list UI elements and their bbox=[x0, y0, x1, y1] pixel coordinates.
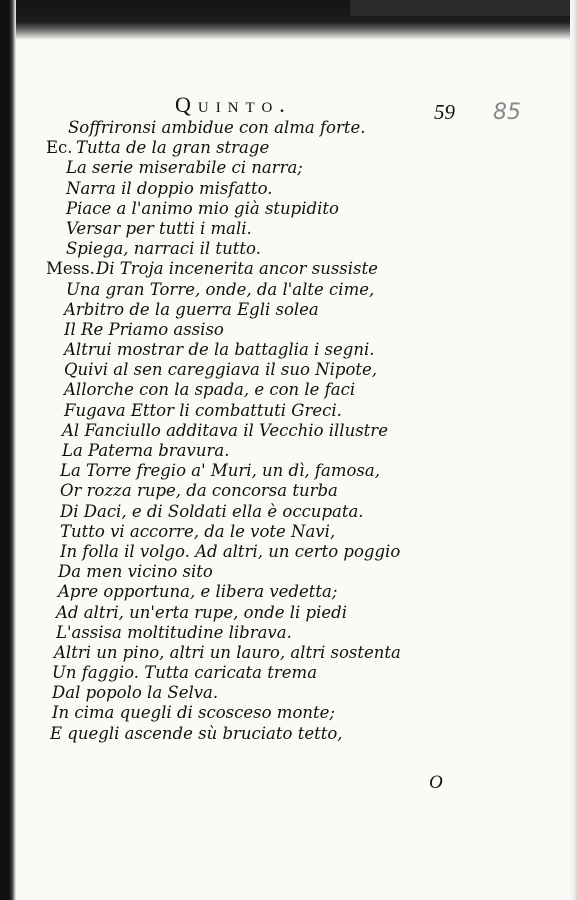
verse-text: Tutta de la gran strage bbox=[76, 138, 270, 158]
verse-text: Narra il doppio misfatto. bbox=[66, 178, 273, 198]
verse-line bbox=[0, 340, 560, 360]
verse-line bbox=[0, 683, 560, 703]
verse-text: Soffrironsi ambidue con alma forte. bbox=[68, 118, 366, 137]
verse-line bbox=[0, 401, 560, 421]
speaker-label: Ec. bbox=[46, 138, 73, 158]
verse-text: Di Daci, e di Soldati ella è occupata. bbox=[60, 501, 364, 521]
verse-line bbox=[0, 441, 560, 461]
verse-line bbox=[0, 542, 560, 562]
verse-line bbox=[0, 360, 560, 380]
verse-line bbox=[0, 380, 560, 400]
verse-text: La Paterna bravura. bbox=[62, 441, 230, 460]
verse-line bbox=[0, 179, 560, 199]
verse-text: E quegli ascende sù bruciato tetto, bbox=[50, 723, 343, 743]
verse-text: Di Troja incenerita ancor sussiste bbox=[96, 259, 378, 279]
verse-text: In folla il volgo. Ad altri, un certo poggio bbox=[60, 541, 401, 561]
verse-line bbox=[0, 421, 560, 441]
verse-text: Tutto vi accorre, da le vote Navi, bbox=[60, 521, 336, 541]
verse-line bbox=[0, 219, 560, 239]
verse-text: Or rozza rupe, da concorsa turba bbox=[60, 481, 338, 501]
verse-line bbox=[0, 118, 560, 138]
verse-line bbox=[0, 603, 560, 623]
running-header: Quinto. bbox=[175, 92, 292, 117]
verse-block bbox=[0, 118, 560, 744]
catchword: O bbox=[429, 772, 443, 793]
verse-line bbox=[0, 138, 560, 158]
verse-line bbox=[0, 461, 560, 481]
verse-text: La serie miserabile ci narra; bbox=[66, 158, 303, 178]
page-right-edge bbox=[570, 0, 578, 900]
verse-line bbox=[0, 663, 560, 683]
verse-text: Apre opportuna, e libera vedetta; bbox=[58, 582, 338, 602]
verse-text: Piace a l'animo mio già stupidito bbox=[66, 198, 339, 218]
verse-text: Allorche con la spada, e con le faci bbox=[64, 380, 356, 400]
verse-line bbox=[0, 582, 560, 602]
verse-text: Da men vicino sito bbox=[58, 562, 213, 582]
verse-line bbox=[0, 239, 560, 259]
page-number: 59 bbox=[434, 100, 455, 124]
pencil-page-mark: 85 bbox=[493, 100, 521, 125]
verse-text: Altrui mostrar de la battaglia i segni. bbox=[64, 340, 375, 360]
verse-text: Quivi al sen careggiava il suo Nipote, bbox=[64, 360, 378, 380]
verse-text: Al Fanciullo additava il Vecchio illustre bbox=[62, 420, 388, 440]
verse-line bbox=[0, 502, 560, 522]
verse-line bbox=[0, 280, 560, 300]
verse-line bbox=[0, 562, 560, 582]
verse-line bbox=[0, 724, 560, 744]
verse-text: La Torre fregio a' Muri, un dì, famosa, bbox=[60, 461, 380, 481]
verse-text: Versar per tutti i mali. bbox=[66, 218, 252, 238]
verse-text: Dal popolo la Selva. bbox=[52, 683, 219, 703]
facing-page-edge bbox=[350, 0, 578, 16]
verse-text: Una gran Torre, onde, da l'alte cime, bbox=[66, 279, 375, 299]
verse-line bbox=[0, 320, 560, 340]
verse-line bbox=[0, 481, 560, 501]
verse-text: Altri un pino, altri un lauro, altri sostenta bbox=[54, 642, 401, 662]
verse-text: Spiega, narraci il tutto. bbox=[66, 239, 261, 259]
verse-line bbox=[0, 703, 560, 723]
verse-text: Il Re Priamo assiso bbox=[64, 319, 224, 339]
verse-text: L'assisa moltitudine librava. bbox=[56, 622, 292, 642]
verse-line bbox=[0, 522, 560, 542]
verse-line bbox=[0, 300, 560, 320]
verse-text: In cima quegli di scosceso monte; bbox=[52, 703, 335, 723]
verse-text: Arbitro de la guerra Egli solea bbox=[64, 299, 319, 319]
verse-line bbox=[0, 623, 560, 643]
speaker-label: Mess. bbox=[46, 259, 95, 279]
verse-line bbox=[0, 643, 560, 663]
verse-text: Un faggio. Tutta caricata trema bbox=[52, 663, 318, 683]
verse-text: Ad altri, un'erta rupe, onde li piedi bbox=[56, 602, 347, 622]
verse-line bbox=[0, 259, 560, 279]
verse-text: Fugava Ettor li combattuti Greci. bbox=[64, 400, 342, 420]
verse-line bbox=[0, 199, 560, 219]
verse-line bbox=[0, 158, 560, 178]
